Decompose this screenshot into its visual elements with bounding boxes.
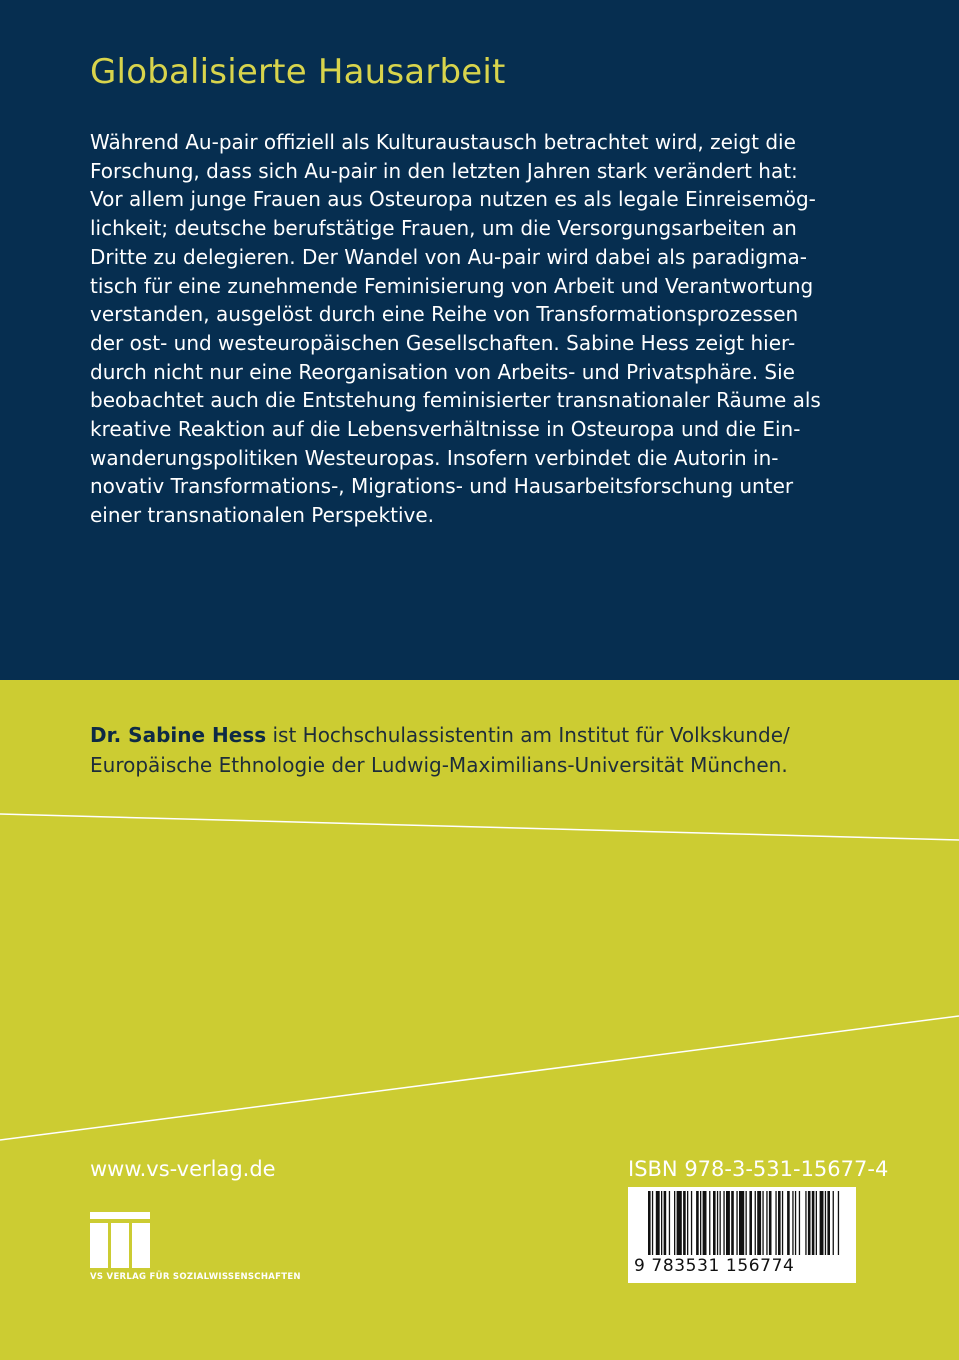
barcode-bar — [766, 1191, 767, 1255]
barcode-bar — [703, 1191, 707, 1255]
blurb-line: tisch für eine zunehmende Feminisierung von Arbeit und Verantwortung — [90, 273, 814, 298]
blurb-line: Forschung, dass sich Au-pair in den letzten Jahren stark verändert hat: — [90, 158, 798, 183]
blurb-line: Dritte zu delegieren. Der Wandel von Au-pair wird dabei als paradigma- — [90, 244, 807, 269]
barcode-bar — [713, 1191, 716, 1255]
barcode-bar — [717, 1191, 718, 1255]
blurb-line: novativ Transformations-, Migrations- und Hausarbeitsforschung unter — [90, 474, 794, 499]
barcode-bar — [775, 1191, 776, 1255]
blurb-line: verstanden, ausgelöst durch eine Reihe von Transformationsprozessen — [90, 302, 799, 327]
barcode-bar — [827, 1191, 830, 1255]
barcode-bar — [833, 1191, 834, 1255]
barcode-bar — [820, 1191, 824, 1255]
publisher-website[interactable]: www.vs-verlag.de — [90, 1157, 276, 1181]
barcode-bar — [691, 1191, 692, 1255]
barcode-bar — [816, 1191, 817, 1255]
barcode-bar — [669, 1191, 670, 1255]
author-bio-line: Europäische Ethnologie der Ludwig-Maximilians-Universität München. — [90, 753, 788, 777]
barcode-bar — [696, 1191, 699, 1255]
publisher-logo-text: VS VERLAG FÜR SOZIALWISSENSCHAFTEN — [90, 1272, 301, 1282]
barcode-bar — [757, 1191, 761, 1255]
barcode-digits: 9 783531 156774 — [634, 1256, 795, 1276]
barcode-bar — [677, 1191, 682, 1255]
barcode-bar — [674, 1191, 675, 1255]
publisher-logo-icon — [90, 1212, 152, 1268]
barcode-bar — [812, 1191, 815, 1255]
blurb-line: wanderungspolitiken Westeuropas. Insofern verbindet die Autorin in- — [90, 445, 779, 470]
barcode-bar — [687, 1191, 688, 1255]
decorative-line-top — [0, 814, 959, 840]
barcode-bar — [805, 1191, 806, 1255]
barcode-bar — [769, 1191, 772, 1255]
barcode-bar — [739, 1191, 744, 1255]
decorative-line-bottom — [0, 1016, 959, 1140]
barcode-bar — [700, 1191, 701, 1255]
barcode-bar — [731, 1191, 734, 1255]
barcode-bar — [726, 1191, 730, 1255]
barcode-bar — [755, 1191, 756, 1255]
blurb-line: lichkeit; deutsche berufstätige Frauen, um die Versorgungsarbeiten an — [90, 216, 797, 241]
barcode-bar — [825, 1191, 826, 1255]
barcode-bar — [749, 1191, 752, 1255]
blurb-line: Während Au-pair offiziell als Kulturaustausch betrachtet wird, zeigt die — [90, 130, 796, 154]
author-name: Dr. Sabine Hess — [90, 723, 267, 747]
barcode-bar — [795, 1191, 796, 1255]
barcode-bar — [664, 1191, 667, 1255]
barcode-bar — [808, 1191, 811, 1255]
barcode-bar — [838, 1191, 839, 1255]
blurb-line: Vor allem junge Frauen aus Osteuropa nutzen es als legale Einreisemög- — [90, 187, 816, 212]
blurb-line: beobachtet auch die Entstehung feminisierter transnationaler Räume als — [90, 388, 821, 413]
blurb-line: der ost- und westeuropäischen Gesellschaften. Sabine Hess zeigt hier- — [90, 330, 796, 355]
barcode-bar — [661, 1191, 662, 1255]
book-title: Globalisierte Hausarbeit — [90, 52, 506, 92]
barcode-bar — [782, 1191, 783, 1255]
barcode-bar — [778, 1191, 781, 1255]
barcode-bar — [648, 1191, 651, 1255]
barcode-bar — [746, 1191, 747, 1255]
barcode-bar — [792, 1191, 793, 1255]
blurb-line: einer transnationalen Perspektive. — [90, 503, 435, 528]
isbn-label: ISBN 978-3-531-15677-4 — [628, 1157, 889, 1181]
barcode-bar — [799, 1191, 800, 1255]
barcode-bar — [683, 1191, 686, 1255]
barcode — [628, 1187, 856, 1283]
blurb-line: kreative Reaktion auf die Lebensverhältnisse in Osteuropa und die Ein- — [90, 417, 801, 442]
barcode-bar — [736, 1191, 737, 1255]
barcode-bar — [709, 1191, 710, 1255]
author-bio-text: ist Hochschulassistentin am Institut für Volkskunde/ — [266, 723, 790, 747]
blurb-line: durch nicht nur eine Reorganisation von Arbeits- und Privatsphäre. Sie — [90, 359, 795, 384]
barcode-bar — [762, 1191, 763, 1255]
barcode-bar — [723, 1191, 724, 1255]
barcode-bar — [656, 1191, 660, 1255]
barcode-bar — [787, 1191, 790, 1255]
barcode-bar — [720, 1191, 721, 1255]
barcode-bar — [652, 1191, 653, 1255]
